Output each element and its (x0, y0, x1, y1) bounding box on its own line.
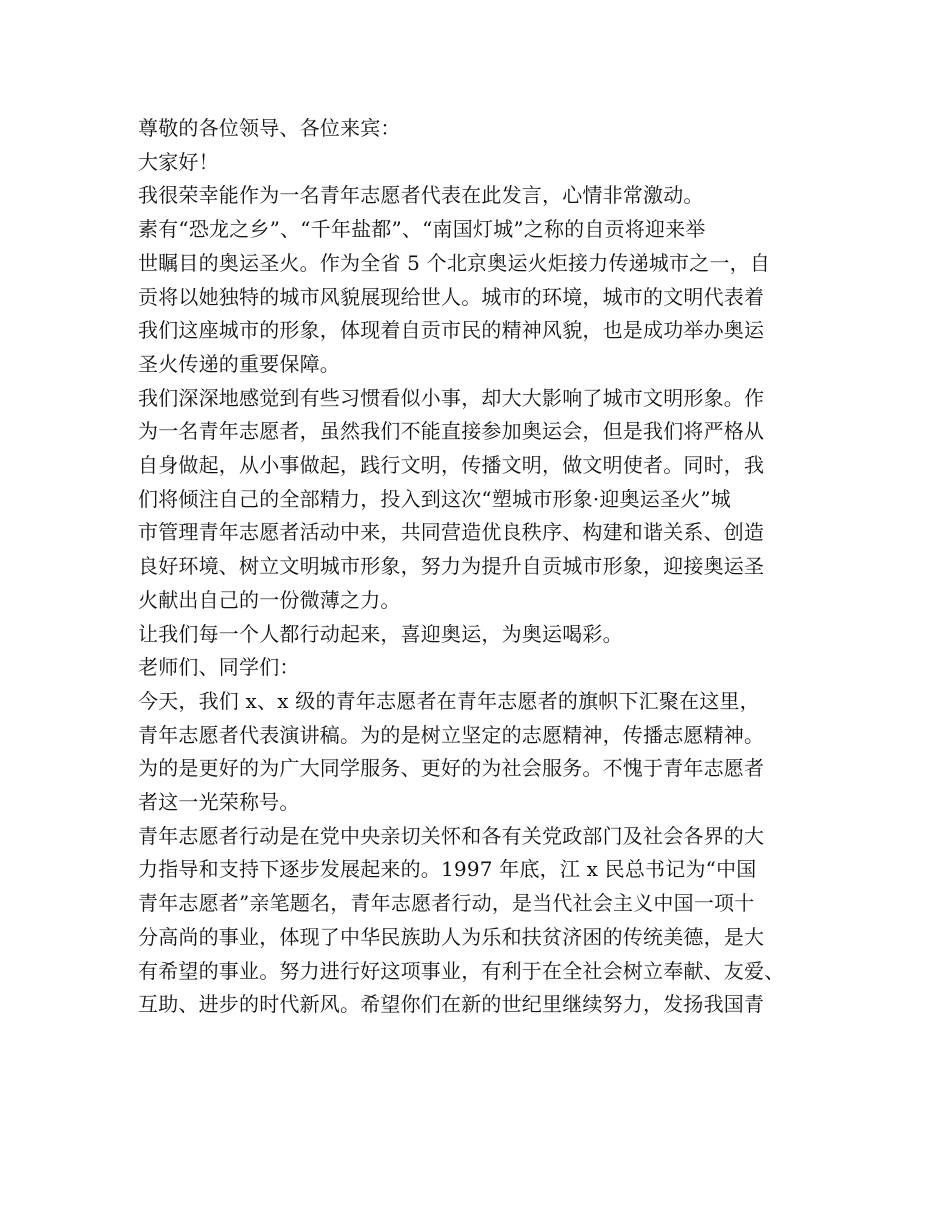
text-line: 老师们、同学们： (138, 655, 300, 680)
document-page (138, 112, 818, 1022)
text-line: 市管理青年志愿者活动中来，共同营造优良秩序、构建和谐关系、创造 (138, 520, 765, 545)
text-line: 良好环境、树立文明城市形象，努力为提升自贡城市形象，迎接奥运圣 (138, 554, 765, 579)
text-line: 青年志愿者代表演讲稿。为的是树立坚定的志愿精神，传播志愿精神。 (138, 722, 765, 747)
text-line: 分高尚的事业，体现了中华民族助人为乐和扶贫济困的传统美德，是大 (138, 924, 765, 949)
text-line: 我们深深地感觉到有些习惯看似小事，却大大影响了城市文明形象。作 (138, 385, 765, 410)
text-line: 青年志愿者行动是在党中央亲切关怀和各有关党政部门及社会各界的大 (138, 823, 765, 848)
text-line: 互助、进步的时代新风。希望你们在新的世纪里继续努力，发扬我国青 (138, 992, 765, 1017)
text-line: 为一名青年志愿者，虽然我们不能直接参加奥运会，但是我们将严格从 (138, 419, 765, 444)
salutation (138, 112, 818, 146)
paragraph (138, 382, 818, 618)
text-line: 让我们每一个人都行动起来，喜迎奥运，为奥运喝彩。 (138, 621, 623, 646)
text-line: 有希望的事业。努力进行好这项事业，有利于在全社会树立奉献、友爱、 (138, 958, 785, 983)
paragraph (138, 213, 818, 382)
text-line: 大家好！ (138, 149, 219, 174)
text-line: 素有“恐龙之乡”、“千年盐都”、“南国灯城”之称的自贡将迎来举 (138, 217, 706, 242)
greeting (138, 146, 818, 180)
text-line: 世瞩目的奥运圣火。作为全省 5 个北京奥运火炬接力传递城市之一，自 (138, 250, 771, 275)
text-line: 青年志愿者”亲笔题名，青年志愿者行动，是当代社会主义中国一项十 (138, 891, 755, 916)
text-line: 自身做起，从小事做起，践行文明，传播文明，做文明使者。同时，我 (138, 453, 765, 478)
text-line: 为的是更好的为广大同学服务、更好的为社会服务。不愧于青年志愿者 (138, 756, 765, 781)
salutation (138, 651, 818, 685)
paragraph (138, 820, 818, 1022)
text-line: 尊敬的各位领导、各位来宾： (138, 116, 401, 140)
text-line: 今天，我们 x、x 级的青年志愿者在青年志愿者的旗帜下汇聚在这里， (138, 688, 760, 713)
paragraph (138, 685, 818, 820)
text-line: 我很荣幸能作为一名青年志愿者代表在此发言，心情非常激动。 (138, 183, 704, 208)
text-line: 贡将以她独特的城市风貌展现给世人。城市的环境，城市的文明代表着 (138, 284, 765, 309)
text-line: 火献出自己的一份微薄之力。 (138, 587, 401, 612)
paragraph (138, 618, 818, 652)
text-line: 力指导和支持下逐步发展起来的。1997 年底，江 x 民总书记为“中国 (138, 857, 757, 882)
text-line: 圣火传递的重要保障。 (138, 351, 340, 376)
text-line: 者这一光荣称号。 (138, 790, 300, 815)
text-line: 我们这座城市的形象，体现着自贡市民的精神风貌，也是成功举办奥运 (138, 318, 765, 343)
paragraph (138, 179, 818, 213)
text-line: 们将倾注自己的全部精力，投入到这次“塑城市形象·迎奥运圣火”城 (138, 486, 732, 511)
